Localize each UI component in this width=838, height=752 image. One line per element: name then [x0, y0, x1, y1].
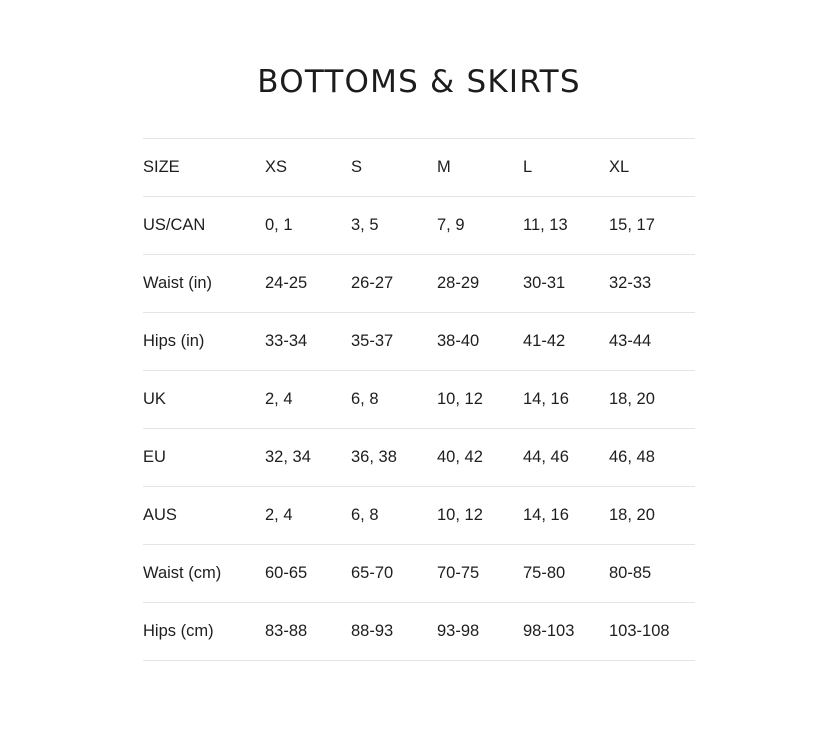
column-header-m: M — [437, 139, 523, 197]
column-header-s: S — [351, 139, 437, 197]
row-label: AUS — [143, 487, 265, 545]
row-value: 32-33 — [609, 255, 695, 313]
table-row — [143, 313, 695, 371]
row-value: 7, 9 — [437, 197, 523, 255]
row-value: 36, 38 — [351, 429, 437, 487]
row-value: 93-98 — [437, 603, 523, 661]
row-value: 98-103 — [523, 603, 609, 661]
row-value: 35-37 — [351, 313, 437, 371]
page-title: BOTTOMS & SKIRTS — [257, 64, 581, 100]
row-label: Waist (cm) — [143, 545, 265, 603]
row-label: US/CAN — [143, 197, 265, 255]
row-value: 15, 17 — [609, 197, 695, 255]
column-header-size: SIZE — [143, 139, 265, 197]
table-head — [143, 139, 695, 197]
row-value: 103-108 — [609, 603, 695, 661]
row-value: 24-25 — [265, 255, 351, 313]
row-value: 6, 8 — [351, 487, 437, 545]
table-row — [143, 545, 695, 603]
row-value: 83-88 — [265, 603, 351, 661]
row-value: 2, 4 — [265, 487, 351, 545]
table-row — [143, 603, 695, 661]
table-row — [143, 371, 695, 429]
row-value: 75-80 — [523, 545, 609, 603]
row-value: 6, 8 — [351, 371, 437, 429]
row-value: 40, 42 — [437, 429, 523, 487]
row-value: 30-31 — [523, 255, 609, 313]
row-value: 3, 5 — [351, 197, 437, 255]
table-header-row — [143, 139, 695, 197]
row-label: EU — [143, 429, 265, 487]
row-value: 11, 13 — [523, 197, 609, 255]
row-value: 18, 20 — [609, 487, 695, 545]
row-value: 70-75 — [437, 545, 523, 603]
row-value: 0, 1 — [265, 197, 351, 255]
table-row — [143, 429, 695, 487]
row-value: 80-85 — [609, 545, 695, 603]
row-value: 65-70 — [351, 545, 437, 603]
table-body — [143, 197, 695, 661]
row-value: 14, 16 — [523, 371, 609, 429]
row-label: Hips (cm) — [143, 603, 265, 661]
row-label: UK — [143, 371, 265, 429]
row-value: 88-93 — [351, 603, 437, 661]
row-value: 32, 34 — [265, 429, 351, 487]
table-row — [143, 197, 695, 255]
row-value: 18, 20 — [609, 371, 695, 429]
row-value: 41-42 — [523, 313, 609, 371]
column-header-xl: XL — [609, 139, 695, 197]
column-header-xs: XS — [265, 139, 351, 197]
row-value: 44, 46 — [523, 429, 609, 487]
row-value: 2, 4 — [265, 371, 351, 429]
row-value: 43-44 — [609, 313, 695, 371]
row-value: 26-27 — [351, 255, 437, 313]
row-value: 28-29 — [437, 255, 523, 313]
row-label: Waist (in) — [143, 255, 265, 313]
row-value: 10, 12 — [437, 371, 523, 429]
table-row — [143, 487, 695, 545]
size-chart-table-container — [143, 138, 695, 661]
row-value: 33-34 — [265, 313, 351, 371]
row-value: 38-40 — [437, 313, 523, 371]
row-value: 46, 48 — [609, 429, 695, 487]
column-header-l: L — [523, 139, 609, 197]
row-value: 60-65 — [265, 545, 351, 603]
size-chart-table — [143, 138, 695, 661]
row-value: 10, 12 — [437, 487, 523, 545]
row-value: 14, 16 — [523, 487, 609, 545]
row-label: Hips (in) — [143, 313, 265, 371]
table-row — [143, 255, 695, 313]
